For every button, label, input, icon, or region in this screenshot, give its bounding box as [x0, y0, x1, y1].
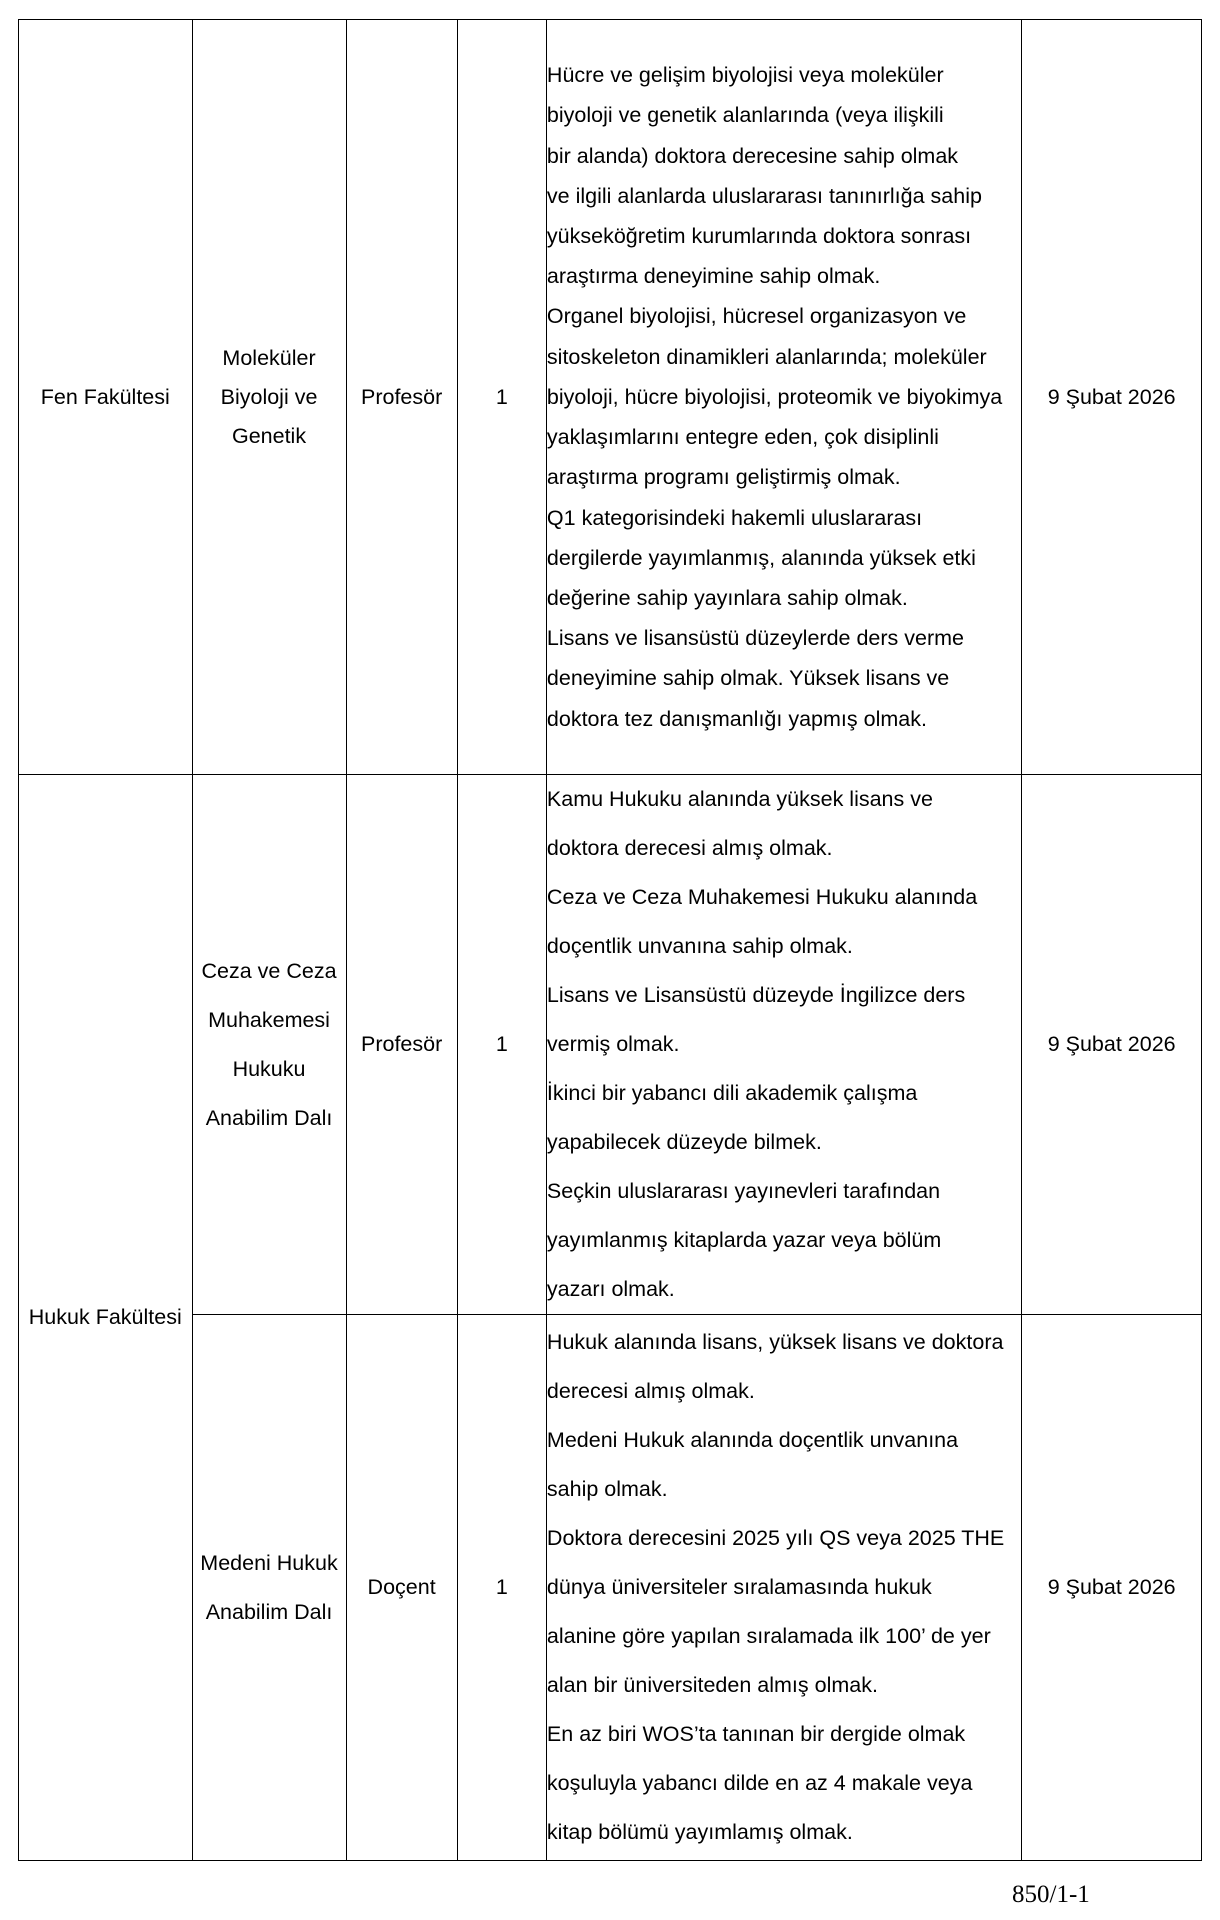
- requirement-line: Ceza ve Ceza Muhakemesi Hukuku alanında: [546, 885, 978, 909]
- requirement-line: derecesi almış olmak.: [546, 1379, 755, 1403]
- department-line: Muhakemesi: [208, 1007, 330, 1032]
- requirement-line: Kamu Hukuku alanında yüksek lisans ve: [546, 787, 933, 811]
- department-line: Moleküler: [222, 345, 316, 370]
- requirement-line: Hücre ve gelişim biyolojisi veya moleküler: [546, 63, 944, 88]
- requirement-line: yazarı olmak.: [546, 1277, 675, 1301]
- requirement-line: biyoloji, hücre biyolojisi, proteomik ve biyokimya: [546, 384, 1003, 409]
- requirement-line: araştırma deneyimine sahip olmak.: [546, 264, 881, 289]
- requirement-line: Lisans ve Lisansüstü düzeyde İngilizce ders: [546, 983, 966, 1007]
- department-cell: [192, 1315, 346, 1861]
- requirement-line: doçentlik unvanına sahip olmak.: [546, 934, 853, 958]
- requirement-line: Organel biyolojisi, hücresel organizasyon ve: [546, 304, 967, 329]
- requirement-line: biyoloji ve genetik alanlarında (veya ilişkili: [546, 103, 944, 128]
- positions-table: [18, 19, 1202, 1861]
- count-cell: 1: [457, 20, 546, 775]
- title-cell: Doçent: [346, 1315, 457, 1861]
- requirement-line: araştırma programı geliştirmiş olmak.: [546, 465, 901, 490]
- requirement-line: ve ilgili alanlarda uluslararası tanınırlığa sahip: [546, 183, 982, 208]
- department-line: Ceza ve Ceza: [201, 958, 337, 983]
- requirement-line: Medeni Hukuk alanında doçentlik unvanına: [546, 1428, 959, 1452]
- requirements-cell: [546, 20, 1021, 775]
- requirement-line: Q1 kategorisindeki hakemli uluslararası: [546, 505, 923, 530]
- requirement-line: yapabilecek düzeyde bilmek.: [546, 1130, 822, 1154]
- date-cell: 9 Şubat 2026: [1022, 20, 1202, 775]
- requirement-line: bir alanda) doktora derecesine sahip olmak: [546, 143, 959, 168]
- requirement-line: yükseköğretim kurumlarında doktora sonrası: [546, 224, 972, 249]
- requirement-line: Hukuk alanında lisans, yüksek lisans ve doktora: [546, 1330, 1004, 1354]
- date-cell: 9 Şubat 2026: [1022, 1315, 1202, 1861]
- requirement-line: dergilerde yayımlanmış, alanında yüksek etki: [546, 545, 976, 570]
- department-line: Genetik: [231, 423, 307, 448]
- requirement-line: Doktora derecesini 2025 yılı QS veya 2025 THE: [546, 1526, 1005, 1550]
- requirement-line: alan bir üniversiteden almış olmak.: [546, 1673, 878, 1697]
- requirement-line: doktora tez danışmanlığı yapmış olmak.: [546, 706, 927, 731]
- requirement-line: alanine göre yapılan sıralamada ilk 100’ de yer: [546, 1624, 991, 1648]
- requirements-cell: [546, 1315, 1021, 1861]
- requirement-line: doktora derecesi almış olmak.: [546, 836, 833, 860]
- faculty-cell: Hukuk Fakültesi: [19, 775, 193, 1861]
- requirement-line: Seçkin uluslararası yayınevleri tarafından: [546, 1179, 941, 1203]
- requirement-line: sitoskeleton dinamikleri alanlarında; moleküler: [546, 344, 987, 369]
- department-line: Hukuku: [232, 1056, 306, 1081]
- requirements-cell: [546, 775, 1021, 1315]
- requirement-line: yayımlanmış kitaplarda yazar veya bölüm: [546, 1228, 942, 1252]
- department-line: Anabilim Dalı: [205, 1599, 333, 1624]
- page-number: 850/1-1: [1012, 1881, 1090, 1908]
- department-cell: [192, 775, 346, 1315]
- count-cell: 1: [457, 1315, 546, 1861]
- requirement-line: Lisans ve lisansüstü düzeylerde ders verme: [546, 626, 964, 651]
- table-row: [19, 1315, 1202, 1861]
- table-row: [19, 775, 1202, 1315]
- table-row: [19, 20, 1202, 775]
- requirement-line: dünya üniversiteler sıralamasında hukuk: [546, 1575, 932, 1599]
- faculty-cell: Fen Fakültesi: [19, 20, 193, 775]
- department-line: Medeni Hukuk: [200, 1550, 338, 1575]
- requirement-line: kitap bölümü yayımlamış olmak.: [546, 1820, 853, 1844]
- requirement-line: deneyimine sahip olmak. Yüksek lisans ve: [546, 666, 950, 691]
- title-cell: Profesör: [346, 775, 457, 1315]
- department-line: Biyoloji ve: [220, 384, 318, 409]
- requirement-line: yaklaşımlarını entegre eden, çok disiplinli: [546, 425, 939, 450]
- title-cell: Profesör: [346, 20, 457, 775]
- requirement-line: İkinci bir yabancı dili akademik çalışma: [546, 1081, 918, 1105]
- requirement-line: koşuluyla yabancı dilde en az 4 makale veya: [546, 1771, 973, 1795]
- requirement-line: sahip olmak.: [546, 1477, 668, 1501]
- department-line: Anabilim Dalı: [205, 1105, 333, 1130]
- date-cell: 9 Şubat 2026: [1022, 775, 1202, 1315]
- department-cell: [192, 20, 346, 775]
- requirement-line: vermiş olmak.: [546, 1032, 680, 1056]
- requirement-line: değerine sahip yayınlara sahip olmak.: [546, 585, 908, 610]
- count-cell: 1: [457, 775, 546, 1315]
- requirement-line: En az biri WOS’ta tanınan bir dergide olmak: [546, 1722, 966, 1746]
